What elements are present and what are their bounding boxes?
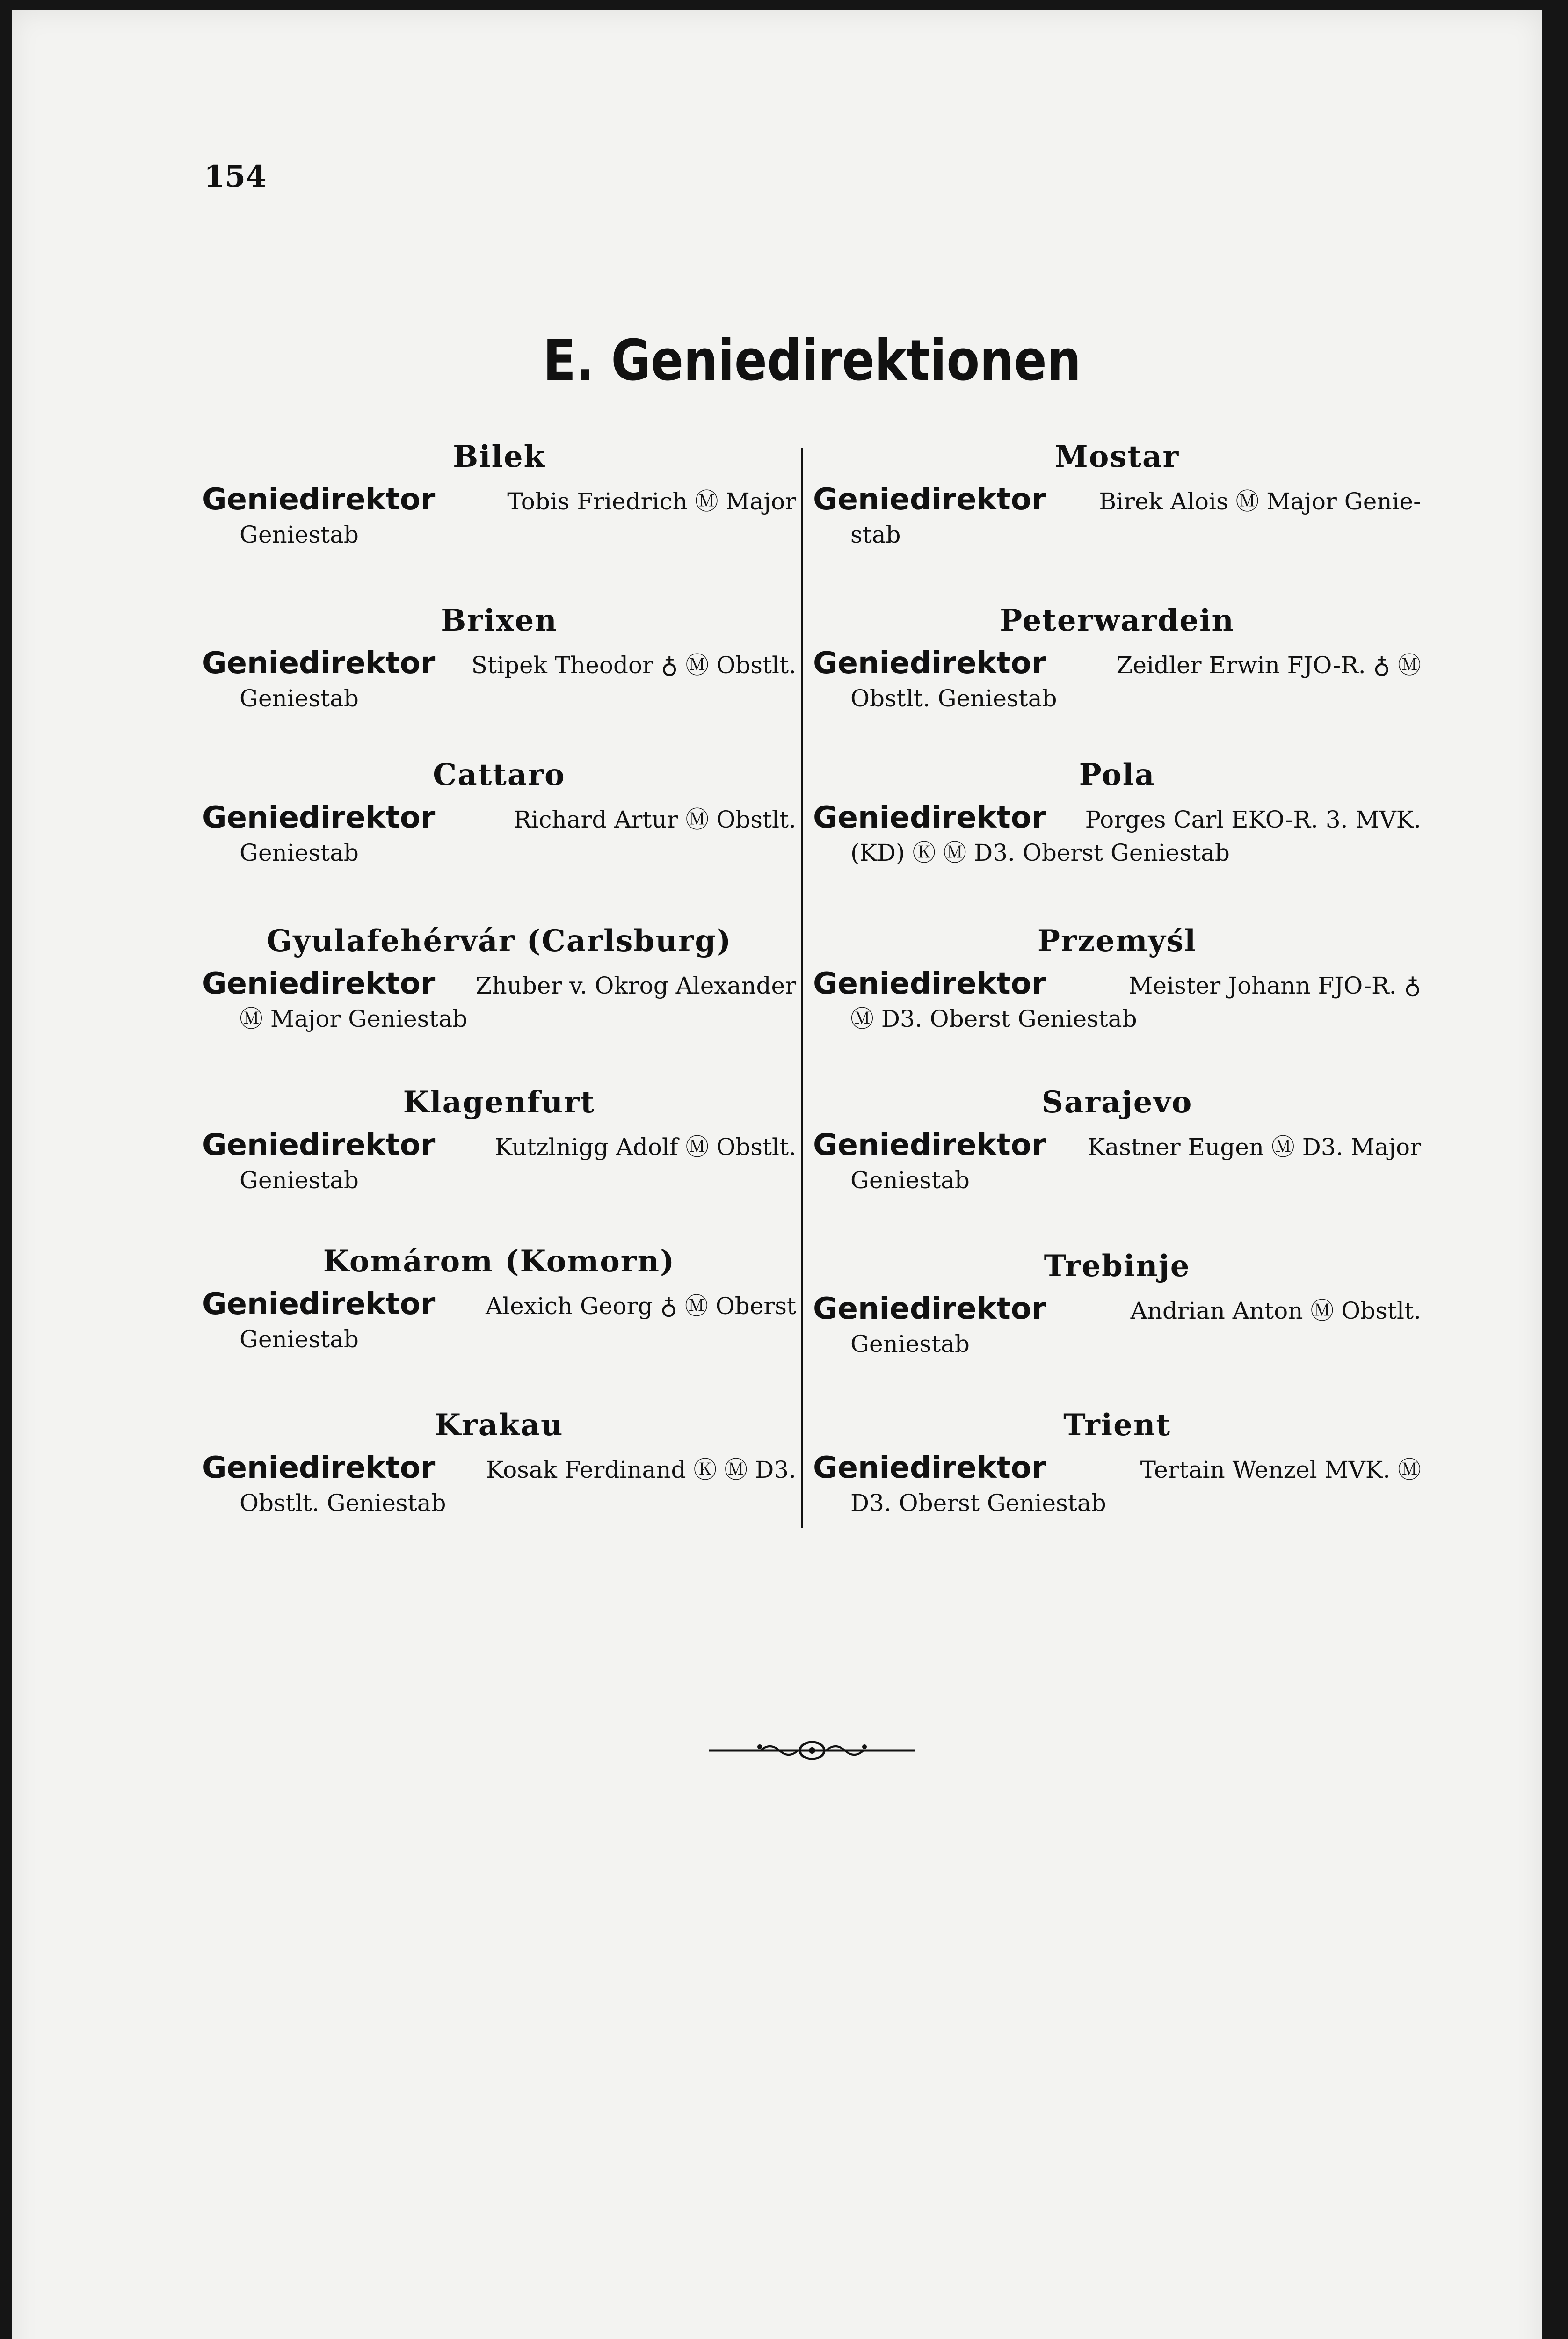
entry-line2: Geniestab	[240, 839, 359, 866]
entry-line2: Geniestab	[850, 1330, 970, 1358]
entry-detail: Tertain Wenzel MVK. Ⓜ	[1140, 1456, 1421, 1483]
page-number: 154	[204, 159, 267, 194]
city-heading: Peterwardein	[1000, 603, 1234, 638]
entry-przemysl	[813, 920, 1421, 1035]
role-label: Geniedirektor	[202, 646, 436, 681]
end-ornament	[709, 1736, 915, 1765]
entry-line1	[202, 481, 796, 518]
city-heading: Gyulafehérvár (Carlsburg)	[266, 923, 732, 959]
entry-line2: (KD) Ⓚ Ⓜ D3. Oberst Geniestab	[850, 839, 1230, 866]
entry-line2: Geniestab	[240, 1167, 359, 1194]
entry-line2: Ⓜ Major Geniestab	[240, 1005, 468, 1032]
role-label: Geniedirektor	[813, 646, 1046, 681]
role-label: Geniedirektor	[202, 800, 436, 835]
entry-line1	[813, 1449, 1421, 1487]
city-heading: Cattaro	[433, 757, 566, 792]
city-heading: Przemyśl	[1037, 923, 1197, 959]
entry-line1	[813, 1290, 1421, 1328]
ornament-icon	[709, 1736, 915, 1765]
entry-komarom	[202, 1241, 796, 1356]
role-label: Geniedirektor	[202, 1451, 436, 1485]
entry-line2: D3. Oberst Geniestab	[850, 1489, 1106, 1517]
city-heading: Komárom (Komorn)	[323, 1244, 675, 1279]
entry-line1	[202, 1449, 796, 1487]
role-label: Geniedirektor	[202, 966, 436, 1001]
entry-line1	[813, 481, 1421, 518]
entry-detail: Zhuber v. Okrog Alexander	[475, 972, 796, 999]
entry-cattaro	[202, 754, 796, 869]
entry-trebinje	[813, 1245, 1421, 1360]
entry-detail: Andrian Anton Ⓜ Obstlt.	[1130, 1297, 1421, 1324]
entry-detail: Birek Alois Ⓜ Major Genie-	[1099, 488, 1421, 515]
entry-mostar	[813, 436, 1421, 551]
entry-detail: Meister Johann FJO-R. ♁	[1129, 972, 1421, 999]
entry-detail: Zeidler Erwin FJO-R. ♁ Ⓜ	[1116, 652, 1421, 679]
city-heading: Trient	[1063, 1408, 1171, 1443]
role-label: Geniedirektor	[813, 1451, 1046, 1485]
role-label: Geniedirektor	[813, 966, 1046, 1001]
section-title: E. Geniedirektionen	[543, 328, 1082, 393]
entry-detail: Alexich Georg ♁ Ⓜ Oberst	[486, 1293, 796, 1320]
entry-detail: Kutzlnigg Adolf Ⓜ Obstlt.	[494, 1133, 796, 1161]
role-label: Geniedirektor	[202, 1128, 436, 1162]
book-page	[12, 10, 1542, 2339]
city-heading: Mostar	[1054, 439, 1180, 474]
entry-line2: Obstlt. Geniestab	[240, 1489, 446, 1517]
entry-line1	[202, 1126, 796, 1164]
entry-line2: Obstlt. Geniestab	[850, 685, 1057, 712]
entry-detail: Kosak Ferdinand Ⓚ Ⓜ D3.	[486, 1456, 796, 1483]
city-heading: Brixen	[441, 603, 558, 638]
city-heading: Sarajevo	[1041, 1085, 1193, 1120]
entry-trient	[813, 1404, 1421, 1519]
role-label: Geniedirektor	[813, 1128, 1046, 1162]
entry-line2: Ⓜ D3. Oberst Geniestab	[850, 1005, 1137, 1032]
entry-line1	[202, 965, 796, 1002]
entry-line1	[813, 645, 1421, 682]
entry-line1	[202, 799, 796, 836]
entry-line1	[813, 965, 1421, 1002]
entry-detail: Porges Carl EKO-R. 3. MVK.	[1085, 806, 1421, 833]
city-heading: Bilek	[453, 439, 545, 474]
city-heading: Pola	[1079, 757, 1155, 792]
entry-line1	[202, 645, 796, 682]
entry-detail: Stipek Theodor ♁ Ⓜ Obstlt.	[471, 652, 796, 679]
entry-line1	[813, 1126, 1421, 1164]
entry-krakau	[202, 1404, 796, 1519]
role-label: Geniedirektor	[813, 800, 1046, 835]
entry-bilek	[202, 436, 796, 551]
entry-pola	[813, 754, 1421, 869]
entry-detail: Tobis Friedrich Ⓜ Major	[507, 488, 796, 515]
entry-brixen	[202, 600, 796, 715]
entry-line2: stab	[850, 521, 901, 548]
entry-line1	[202, 1286, 796, 1323]
entry-line2: Geniestab	[240, 1326, 359, 1353]
role-label: Geniedirektor	[813, 482, 1046, 517]
role-label: Geniedirektor	[813, 1292, 1046, 1326]
role-label: Geniedirektor	[202, 1287, 436, 1322]
entry-detail: Richard Artur Ⓜ Obstlt.	[513, 806, 796, 833]
entry-line1	[813, 799, 1421, 836]
entry-line2: Geniestab	[240, 685, 359, 712]
entry-sarajevo	[813, 1082, 1421, 1197]
entry-detail: Kastner Eugen Ⓜ D3. Major	[1088, 1133, 1421, 1161]
entry-peterwardein	[813, 600, 1421, 715]
city-heading: Krakau	[435, 1408, 564, 1443]
entry-gyulafehervar	[202, 920, 796, 1035]
city-heading: Klagenfurt	[403, 1085, 595, 1120]
entry-line2: Geniestab	[850, 1167, 970, 1194]
role-label: Geniedirektor	[202, 482, 436, 517]
entry-klagenfurt	[202, 1082, 796, 1197]
column-divider	[801, 448, 803, 1528]
entry-line2: Geniestab	[240, 521, 359, 548]
city-heading: Trebinje	[1044, 1249, 1191, 1284]
